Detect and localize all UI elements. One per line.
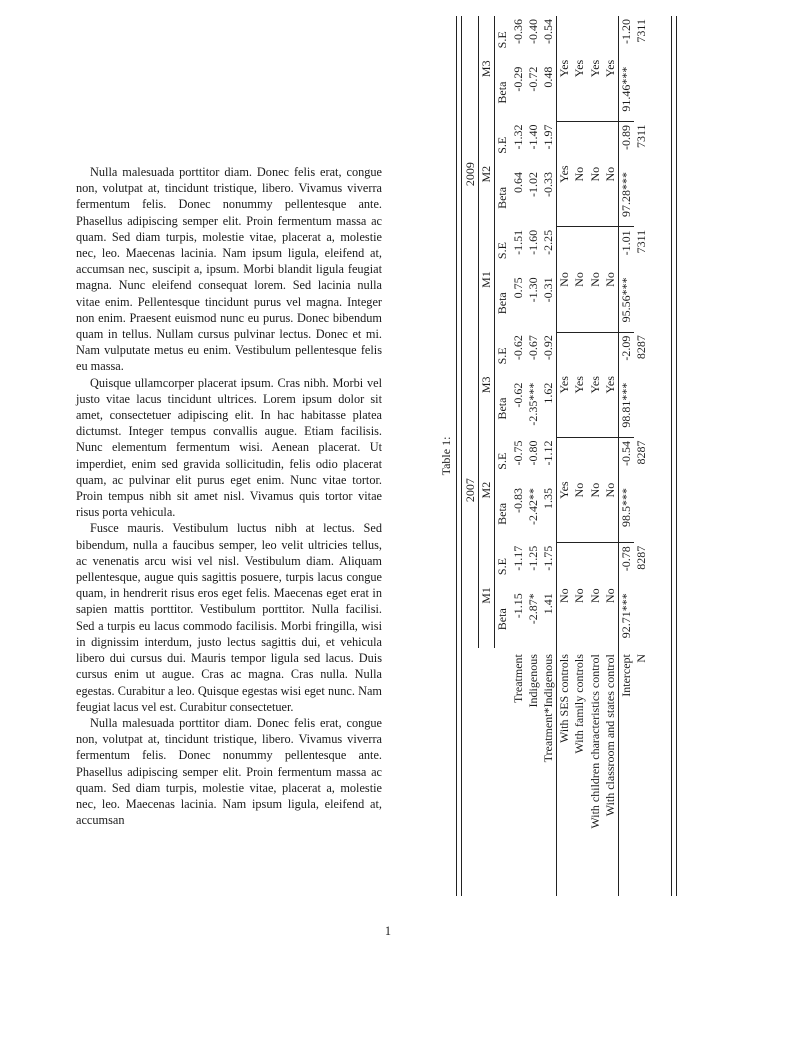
- n-cell: 7311: [634, 19, 649, 43]
- intercept-cell: -2.09: [618, 332, 634, 380]
- header-spacer: [479, 648, 495, 896]
- model-header: M3: [479, 16, 495, 121]
- coefficient-cell: -0.31: [541, 277, 556, 303]
- coefficient-row: [526, 16, 541, 896]
- control-cell: Yes: [587, 59, 602, 78]
- intercept-cell: -0.89: [618, 121, 634, 169]
- results-table: [463, 16, 649, 896]
- control-cell: No: [572, 437, 587, 542]
- model-header: M1: [479, 543, 495, 648]
- coefficient-cell: -0.92: [541, 335, 556, 361]
- control-row: [572, 16, 587, 896]
- coefficient-cell: -2.35***: [525, 382, 540, 426]
- intercept-cell: -1.20: [618, 16, 634, 64]
- control-cell: Yes: [572, 59, 587, 78]
- n-cell: 8287: [634, 545, 649, 570]
- coefficient-cell: -2.42**: [525, 487, 540, 525]
- coefficient-cell: -1.75: [541, 545, 556, 571]
- intercept-cell: -0.54: [618, 437, 634, 485]
- regression-table: [438, 16, 678, 896]
- coefficient-cell: -0.83: [510, 487, 525, 513]
- row-label: N: [634, 654, 649, 663]
- n-cell: 7311: [634, 229, 649, 254]
- coefficient-cell: 1.62: [541, 382, 556, 404]
- column-header-row: [495, 16, 511, 896]
- intercept-cell: -0.78: [618, 543, 634, 591]
- coefficient-cell: -0.72: [525, 66, 540, 92]
- control-cell: No: [572, 121, 587, 226]
- coefficient-cell: -0.75: [510, 440, 525, 466]
- coefficient-cell: -1.15: [510, 593, 525, 619]
- coefficient-cell: -0.33: [541, 171, 556, 197]
- se-header: S.E: [495, 242, 510, 260]
- coefficient-cell: -1.40: [525, 124, 540, 150]
- n-row: [634, 16, 649, 896]
- row-label: Indigenous: [525, 654, 540, 708]
- coefficient-cell: -2.87*: [525, 593, 540, 625]
- coefficient-cell: -0.29: [510, 66, 525, 92]
- coefficient-cell: -0.36: [510, 19, 525, 44]
- control-cell: No: [557, 227, 573, 332]
- coefficient-cell: -0.62: [510, 382, 525, 408]
- control-cell: No: [557, 543, 573, 648]
- intercept-cell: 91.46***: [618, 64, 634, 122]
- control-cell: No: [572, 227, 587, 332]
- intercept-cell: 97.28***: [618, 169, 634, 227]
- control-row: [588, 16, 603, 896]
- intercept-row: [618, 16, 634, 896]
- rotated-table: [438, 16, 678, 896]
- row-label: With children characteristics control: [587, 654, 602, 829]
- control-cell: No: [588, 121, 603, 226]
- row-label: Treatment: [510, 654, 525, 704]
- beta-header: Beta: [495, 608, 510, 631]
- n-cell: 8287: [634, 335, 649, 360]
- coefficient-cell: -1.17: [510, 545, 525, 571]
- header-spacer: [495, 648, 511, 896]
- coefficient-cell: 0.48: [541, 66, 556, 88]
- coefficient-cell: -1.12: [541, 440, 556, 466]
- coefficient-cell: -1.25: [525, 545, 540, 571]
- control-row: [603, 16, 619, 896]
- coefficient-cell: 1.35: [541, 487, 556, 509]
- coefficient-row: [511, 16, 526, 896]
- coefficient-cell: -0.40: [525, 19, 540, 44]
- intercept-cell: 95.56***: [618, 274, 634, 332]
- table-bottom-rule: [671, 16, 677, 896]
- control-cell: No: [572, 543, 587, 648]
- intercept-cell: 98.81***: [618, 380, 634, 438]
- model-header: M2: [479, 437, 495, 542]
- control-cell: No: [588, 437, 603, 542]
- control-cell: Yes: [557, 16, 573, 121]
- intercept-cell: 92.71***: [618, 590, 634, 648]
- beta-header: Beta: [495, 502, 510, 525]
- coefficient-cell: -1.60: [525, 229, 540, 255]
- year-header-row: [463, 16, 479, 896]
- year-header: 2007: [463, 332, 479, 648]
- table-top-rule: [456, 16, 462, 896]
- se-header: S.E: [495, 452, 510, 470]
- control-cell: No: [588, 227, 603, 332]
- se-header: S.E: [495, 136, 510, 154]
- model-header: M2: [479, 121, 495, 226]
- paragraph: Nulla malesuada porttitor diam. Donec felis erat, congue non, volutpat at, tincidunt tristique, libero. Vivamus viverra fermentum felis. Donec nonummy pellentesque ante. Phasellus adipiscing semper elit. Proin fermentum massa ac quam. Sed diam turpis, molestie vitae, placerat a, molestie nec, leo. Maecenas lacinia. Nam ipsum ligula, eleifend at, accumsan nec, suscipit a, ipsum. Morbi blandit ligula feugiat magna. Nunc eleifend consequat lorem. Sed lacinia nulla vitae enim. Pellentesque tincidunt purus vel magna. Integer non enim. Praesent euismod nunc eu purus. Donec bibendum quam in tellus. Nullam cursus pulvinar lectus. Donec et mi. Nam vulputate metus eu enim. Vestibulum pellentesque felis eu massa.: [76, 165, 382, 374]
- control-cell: Yes: [602, 59, 617, 78]
- control-cell: Yes: [557, 437, 573, 542]
- control-cell: No: [603, 437, 619, 542]
- beta-header: Beta: [495, 81, 510, 104]
- beta-header: Beta: [495, 186, 510, 209]
- beta-header: Beta: [495, 397, 510, 420]
- paragraph: Quisque ullamcorper placerat ipsum. Cras nibh. Morbi vel justo vitae lacus tincidunt ultrices. Lorem ipsum dolor sit amet, consectetuer adipiscing elit. In hac habitasse platea dictumst. Integer tempus convallis augue. Etiam facilisis. Nunc elementum fermentum wisi. Aenean placerat. Ut imperdiet, enim sed gravida sollicitudin, felis odio placerat quam, ac pulvinar elit purus eget enim. Nunc vitae tortor. Proin tempus nibh sit amet nisl. Vivamus quis tortor vitae risus porta vehicula.: [76, 375, 382, 520]
- n-cell: 7311: [634, 124, 649, 149]
- control-cell: Yes: [588, 332, 603, 437]
- paragraph: Nulla malesuada porttitor diam. Donec felis erat, congue non, volutpat at, tincidunt tristique, libero. Vivamus viverra fermentum felis. Donec nonummy pellentesque ante. Phasellus adipiscing semper elit. Proin fermentum massa ac quam. Sed diam turpis, molestie vitae, placerat a, molestie nec, leo. Maecenas lacinia. Nam ipsum ligula, eleifend at, accumsan: [76, 715, 382, 828]
- control-cell: No: [603, 121, 619, 226]
- row-label: With classroom and states control: [602, 654, 617, 817]
- model-header-row: [479, 16, 495, 896]
- beta-header: Beta: [495, 292, 510, 315]
- row-label: Treatment*Indigenous: [541, 654, 556, 763]
- se-header: S.E: [495, 347, 510, 365]
- intercept-cell: -1.01: [618, 227, 634, 275]
- coefficient-cell: -2.25: [541, 229, 556, 255]
- coefficient-cell: -0.54: [541, 19, 556, 44]
- control-cell: Yes: [572, 332, 587, 437]
- coefficient-cell: -1.51: [510, 229, 525, 255]
- year-header: 2009: [463, 16, 479, 332]
- header-spacer: [463, 648, 479, 896]
- control-row: [557, 16, 573, 896]
- intercept-cell: 98.5***: [618, 485, 634, 543]
- coefficient-cell: -0.67: [525, 335, 540, 361]
- row-label: With family controls: [572, 654, 587, 754]
- se-header: S.E: [495, 558, 510, 576]
- model-header: M3: [479, 332, 495, 437]
- row-label: Intercept: [618, 648, 634, 896]
- control-cell: Yes: [557, 332, 573, 437]
- control-cell: Yes: [557, 121, 573, 226]
- coefficient-cell: -0.80: [525, 440, 540, 466]
- coefficient-row: [541, 16, 557, 896]
- control-cell: No: [588, 543, 603, 648]
- table-caption: Table 1:: [439, 436, 453, 476]
- body-text-column: [76, 164, 382, 828]
- control-cell: Yes: [603, 332, 619, 437]
- n-cell: 8287: [634, 440, 649, 465]
- coefficient-cell: -1.97: [541, 124, 556, 150]
- model-header: M1: [479, 227, 495, 332]
- coefficient-cell: 1.41: [541, 593, 556, 615]
- coefficient-cell: 0.75: [510, 277, 525, 299]
- control-cell: No: [603, 543, 619, 648]
- paragraph: Fusce mauris. Vestibulum luctus nibh at lectus. Sed bibendum, nulla a faucibus semper, leo velit ultricies tellus, ac venenatis arcu wisi vel nisl. Vestibulum diam. Aliquam pellentesque, augue quis sagittis posuere, turpis lacus congue quam, in hendrerit risus eros eget felis. Maecenas eget erat in sapien mattis porttitor. Vestibulum porttitor. Nulla facilisi. Sed a turpis eu lacus commodo facilisis. Morbi fringilla, wisi in dignissim interdum, justo lectus sagittis dui, et vehicula libero dui cursus dui. Mauris tempor ligula sed lacus. Duis cursus enim ut augue. Cras ac magna. Cras nulla. Nulla egestas. Curabitur a leo. Quisque egestas wisi eget nunc. Nam feugiat lacus vel est. Curabitur consectetuer.: [76, 521, 382, 714]
- control-cell: No: [603, 227, 619, 332]
- row-label: With SES controls: [557, 648, 573, 896]
- coefficient-cell: -1.32: [510, 124, 525, 150]
- coefficient-cell: -0.62: [510, 335, 525, 361]
- coefficient-cell: -1.30: [525, 277, 540, 303]
- se-header: S.E: [495, 31, 510, 49]
- coefficient-cell: 0.64: [510, 171, 525, 193]
- page-number: 1: [384, 924, 392, 938]
- coefficient-cell: -1.02: [525, 171, 540, 197]
